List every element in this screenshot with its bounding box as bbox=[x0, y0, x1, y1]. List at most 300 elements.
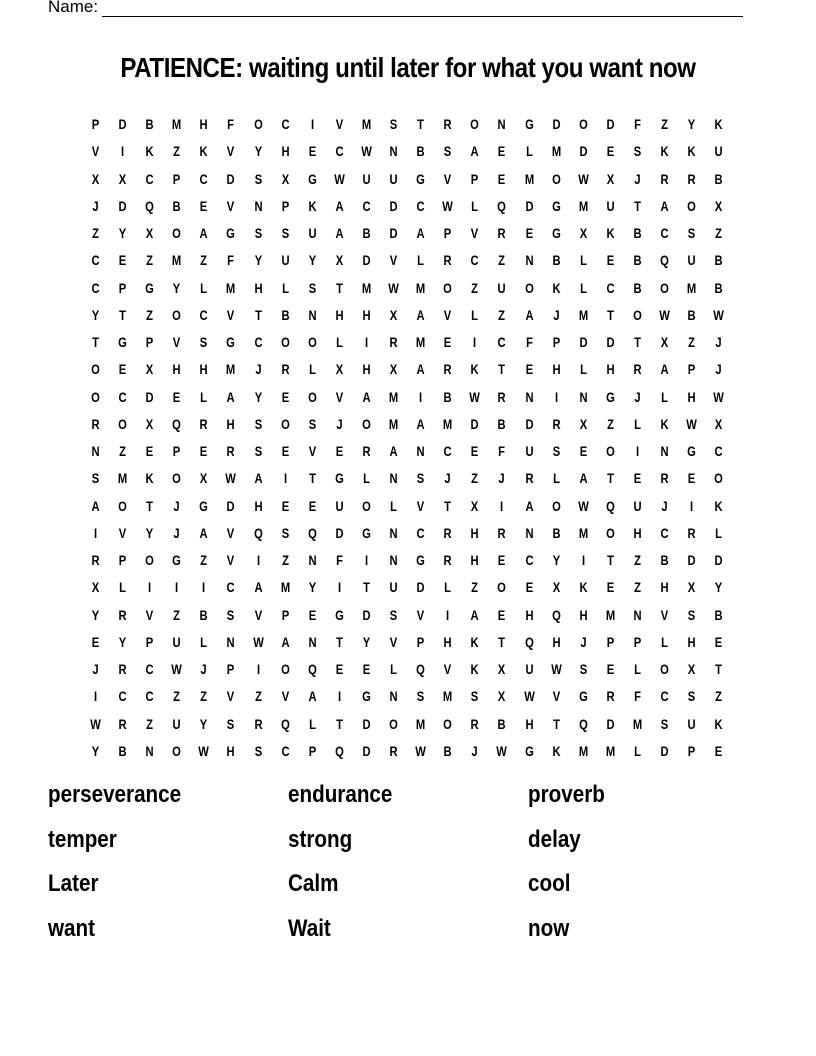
grid-letter: V bbox=[308, 443, 317, 459]
grid-letter: R bbox=[524, 470, 534, 487]
grid-letter: V bbox=[335, 116, 344, 132]
grid-letter: Q bbox=[524, 633, 534, 650]
grid-letter: E bbox=[308, 497, 317, 514]
grid-letter: L bbox=[525, 143, 533, 160]
grid-letter: O bbox=[362, 415, 371, 432]
grid-letter: E bbox=[91, 633, 100, 650]
grid-letter: H bbox=[579, 606, 588, 623]
grid-letter: L bbox=[200, 279, 208, 296]
grid-letter: K bbox=[470, 661, 479, 677]
grid-letter: P bbox=[173, 170, 181, 187]
grid-letter: O bbox=[497, 579, 507, 596]
grid-letter: R bbox=[687, 170, 696, 187]
grid-letter: T bbox=[633, 197, 641, 214]
grid-letter: R bbox=[118, 715, 127, 732]
grid-letter: G bbox=[118, 334, 127, 350]
grid-letter: W bbox=[659, 306, 670, 323]
grid-letter: Q bbox=[307, 661, 317, 677]
grid-letter: Z bbox=[119, 443, 127, 459]
grid-letter: K bbox=[660, 415, 669, 432]
grid-letter: E bbox=[362, 661, 371, 677]
grid-letter: G bbox=[687, 443, 696, 459]
grid-letter: J bbox=[634, 388, 641, 405]
grid-letter: S bbox=[254, 443, 262, 459]
grid-letter: P bbox=[606, 633, 615, 650]
grid-letter: E bbox=[714, 633, 723, 650]
grid-letter: O bbox=[172, 225, 182, 241]
grid-letter: S bbox=[416, 688, 425, 705]
grid-letter: A bbox=[281, 633, 290, 650]
grid-letter: O bbox=[389, 715, 398, 732]
grid-letter: C bbox=[118, 388, 127, 405]
grid-letter: R bbox=[470, 715, 479, 732]
grid-letter: N bbox=[389, 143, 398, 160]
grid-letter: O bbox=[524, 279, 534, 296]
grid-letter: Y bbox=[91, 606, 100, 623]
grid-letter: H bbox=[254, 497, 263, 514]
word-bank-item: proverb bbox=[528, 781, 605, 808]
grid-letter: R bbox=[389, 334, 398, 350]
grid-letter: D bbox=[118, 197, 127, 214]
grid-letter: P bbox=[308, 742, 317, 759]
grid-letter: S bbox=[308, 415, 317, 432]
grid-letter: B bbox=[633, 279, 642, 296]
grid-letter: T bbox=[715, 661, 723, 677]
grid-letter: C bbox=[497, 334, 507, 350]
grid-letter: J bbox=[715, 334, 722, 350]
grid-letter: D bbox=[389, 225, 398, 241]
grid-letter: O bbox=[280, 661, 290, 677]
grid-letter: W bbox=[577, 170, 589, 187]
grid-letter: H bbox=[660, 579, 669, 596]
grid-letter: B bbox=[172, 197, 181, 214]
grid-letter: L bbox=[308, 361, 316, 378]
word-bank-item: strong bbox=[288, 825, 353, 853]
grid-letter: E bbox=[498, 552, 506, 568]
grid-letter: M bbox=[551, 143, 561, 160]
grid-letter: V bbox=[416, 497, 425, 514]
grid-letter: A bbox=[199, 524, 208, 541]
grid-letter: O bbox=[605, 443, 615, 459]
grid-letter: X bbox=[145, 415, 154, 432]
grid-letter: D bbox=[606, 116, 615, 132]
grid-letter: K bbox=[145, 470, 154, 487]
grid-letter: K bbox=[552, 742, 561, 759]
grid-letter: P bbox=[118, 552, 127, 568]
grid-letter: J bbox=[444, 470, 451, 487]
grid-letter: W bbox=[577, 497, 589, 514]
grid-letter: N bbox=[308, 633, 317, 650]
grid-letter: V bbox=[145, 606, 154, 623]
grid-letter: R bbox=[443, 116, 452, 132]
grid-letter: T bbox=[335, 633, 343, 650]
grid-letter: B bbox=[714, 279, 723, 296]
grid-letter: B bbox=[714, 170, 723, 187]
grid-letter: R bbox=[118, 606, 127, 623]
grid-letter: J bbox=[173, 524, 180, 541]
grid-letter: T bbox=[498, 361, 506, 378]
word-bank-item: perseverance bbox=[48, 781, 182, 808]
grid-letter: Y bbox=[687, 116, 696, 132]
grid-letter: S bbox=[660, 715, 669, 732]
grid-letter: Z bbox=[633, 552, 641, 568]
grid-letter: O bbox=[687, 197, 696, 214]
grid-letter: H bbox=[524, 715, 534, 732]
grid-letter: K bbox=[714, 715, 723, 732]
grid-letter: J bbox=[173, 497, 180, 514]
grid-letter: U bbox=[335, 497, 344, 514]
grid-letter: J bbox=[336, 415, 343, 432]
grid-letter: U bbox=[633, 497, 642, 514]
grid-letter: M bbox=[117, 470, 128, 487]
grid-letter: N bbox=[389, 552, 398, 568]
grid-letter: V bbox=[227, 524, 235, 541]
grid-letter: D bbox=[389, 197, 398, 214]
grid-letter: T bbox=[335, 279, 343, 296]
grid-letter: N bbox=[226, 633, 236, 650]
grid-letter: H bbox=[633, 524, 642, 541]
name-field[interactable] bbox=[48, 0, 743, 17]
grid-letter: F bbox=[498, 443, 506, 459]
grid-letter: X bbox=[335, 361, 344, 378]
grid-letter: A bbox=[362, 388, 371, 405]
grid-letter: G bbox=[578, 688, 588, 705]
grid-letter: Z bbox=[688, 334, 696, 350]
grid-letter: D bbox=[226, 170, 236, 187]
word-search-grid bbox=[82, 111, 732, 765]
grid-letter: Z bbox=[254, 688, 262, 705]
grid-letter: X bbox=[714, 415, 723, 432]
grid-letter: G bbox=[362, 524, 371, 541]
grid-letter: S bbox=[444, 143, 452, 160]
grid-letter: O bbox=[443, 715, 453, 732]
name-label: Name: bbox=[48, 0, 99, 16]
grid-letter: C bbox=[91, 252, 100, 269]
grid-letter: T bbox=[146, 497, 154, 514]
grid-letter: Y bbox=[145, 524, 154, 541]
grid-letter: I bbox=[337, 579, 341, 596]
grid-letter: B bbox=[714, 606, 723, 623]
grid-letter: H bbox=[443, 633, 452, 650]
grid-letter: E bbox=[606, 579, 615, 596]
grid-letter: A bbox=[470, 143, 479, 160]
grid-letter: L bbox=[308, 715, 316, 732]
grid-letter: C bbox=[199, 306, 208, 323]
grid-letter: G bbox=[335, 606, 344, 623]
grid-letter: K bbox=[145, 143, 154, 160]
grid-letter: T bbox=[417, 116, 425, 132]
grid-letter: V bbox=[227, 143, 235, 160]
grid-letter: Y bbox=[91, 742, 100, 759]
word-bank-item: cool bbox=[528, 870, 571, 897]
grid-letter: I bbox=[419, 388, 423, 405]
grid-letter: Q bbox=[253, 524, 263, 541]
grid-letter: E bbox=[606, 252, 615, 269]
grid-letter: L bbox=[417, 252, 425, 269]
grid-letter: X bbox=[498, 661, 506, 677]
grid-letter: C bbox=[416, 197, 425, 214]
grid-letter: M bbox=[388, 388, 399, 405]
grid-letter: E bbox=[525, 361, 533, 378]
grid-letter: Q bbox=[551, 606, 561, 623]
grid-letter: E bbox=[173, 388, 181, 405]
grid-letter: L bbox=[471, 306, 479, 323]
grid-letter: E bbox=[498, 143, 506, 160]
grid-letter: Z bbox=[173, 606, 181, 623]
name-underline[interactable] bbox=[102, 0, 743, 17]
grid-letter: N bbox=[524, 252, 534, 269]
grid-letter: S bbox=[416, 470, 425, 487]
grid-letter: L bbox=[579, 252, 587, 269]
grid-letter: D bbox=[335, 524, 344, 541]
grid-letter: U bbox=[497, 279, 507, 296]
grid-letter: K bbox=[660, 143, 669, 160]
grid-letter: R bbox=[389, 742, 398, 759]
grid-letter: Z bbox=[606, 415, 614, 432]
grid-letter: I bbox=[93, 688, 98, 705]
grid-letter: O bbox=[172, 742, 182, 759]
grid-letter: T bbox=[606, 306, 614, 323]
grid-letter: H bbox=[362, 361, 371, 378]
grid-letter: U bbox=[687, 252, 696, 269]
grid-letter: H bbox=[606, 361, 615, 378]
grid-letter: R bbox=[281, 361, 290, 378]
grid-letter: B bbox=[443, 388, 452, 405]
grid-letter: K bbox=[579, 579, 588, 596]
grid-letter: S bbox=[389, 606, 398, 623]
grid-letter: D bbox=[470, 415, 479, 432]
grid-letter: G bbox=[199, 497, 209, 514]
grid-letter: V bbox=[227, 688, 235, 705]
grid-letter: L bbox=[390, 497, 398, 514]
grid-letter: P bbox=[416, 633, 425, 650]
grid-letter: B bbox=[714, 252, 723, 269]
grid-letter: V bbox=[335, 388, 344, 405]
grid-letter: M bbox=[415, 279, 426, 296]
grid-letter: M bbox=[578, 742, 588, 759]
grid-letter: M bbox=[226, 279, 236, 296]
grid-letter: O bbox=[280, 415, 290, 432]
grid-letter: I bbox=[256, 552, 260, 568]
grid-letter: C bbox=[660, 688, 669, 705]
grid-letter: O bbox=[307, 388, 317, 405]
grid-letter: Z bbox=[200, 552, 208, 568]
grid-letter: Y bbox=[254, 388, 262, 405]
grid-letter: I bbox=[364, 552, 369, 568]
grid-letter: A bbox=[335, 197, 344, 214]
grid-letter: Z bbox=[498, 306, 506, 323]
grid-letter: N bbox=[416, 443, 425, 459]
grid-letter: A bbox=[254, 470, 263, 487]
grid-letter: C bbox=[145, 661, 154, 677]
grid-letter: A bbox=[579, 470, 588, 487]
grid-letter: M bbox=[361, 116, 372, 132]
grid-letter: M bbox=[578, 306, 588, 323]
grid-letter: L bbox=[471, 197, 479, 214]
grid-letter: M bbox=[605, 742, 615, 759]
grid-letter: Z bbox=[173, 688, 181, 705]
grid-letter: S bbox=[579, 661, 587, 677]
grid-letter: V bbox=[173, 334, 181, 350]
grid-letter: M bbox=[686, 279, 697, 296]
grid-letter: S bbox=[281, 524, 289, 541]
grid-letter: Z bbox=[633, 579, 641, 596]
grid-letter: Y bbox=[118, 225, 127, 241]
grid-letter: L bbox=[281, 279, 289, 296]
grid-letter: R bbox=[118, 661, 127, 677]
grid-letter: D bbox=[579, 143, 588, 160]
grid-letter: F bbox=[335, 552, 343, 568]
grid-letter: B bbox=[552, 524, 561, 541]
grid-letter: H bbox=[335, 306, 344, 323]
grid-letter: C bbox=[145, 170, 154, 187]
grid-letter: X bbox=[687, 579, 696, 596]
grid-letter: Z bbox=[715, 688, 723, 705]
grid-letter: E bbox=[118, 252, 127, 269]
grid-letter: I bbox=[175, 579, 179, 596]
grid-letter: O bbox=[714, 470, 724, 487]
grid-letter: K bbox=[308, 197, 317, 214]
grid-letter: V bbox=[254, 606, 262, 623]
grid-letter: V bbox=[660, 606, 669, 623]
grid-letter: Z bbox=[200, 252, 208, 269]
grid-letter: W bbox=[686, 415, 697, 432]
grid-letter: O bbox=[307, 334, 317, 350]
grid-letter: E bbox=[335, 661, 344, 677]
word-bank-item: delay bbox=[528, 825, 581, 853]
grid-letter: T bbox=[498, 633, 506, 650]
grid-letter: C bbox=[606, 279, 615, 296]
grid-letter: X bbox=[606, 170, 615, 187]
grid-letter: M bbox=[388, 415, 399, 432]
grid-letter: N bbox=[524, 388, 534, 405]
grid-letter: M bbox=[578, 524, 588, 541]
grid-letter: Z bbox=[281, 552, 289, 568]
grid-letter: O bbox=[443, 279, 453, 296]
grid-letter: I bbox=[93, 524, 98, 541]
grid-letter: T bbox=[552, 715, 560, 732]
grid-letter: L bbox=[633, 742, 641, 759]
grid-letter: E bbox=[606, 661, 615, 677]
grid-letter: R bbox=[443, 524, 452, 541]
grid-letter: D bbox=[226, 497, 236, 514]
grid-letter: I bbox=[202, 579, 206, 596]
grid-letter: S bbox=[91, 470, 100, 487]
grid-letter: R bbox=[552, 415, 561, 432]
grid-letter: M bbox=[226, 361, 236, 378]
grid-letter: L bbox=[200, 388, 208, 405]
grid-letter: C bbox=[199, 170, 208, 187]
grid-letter: Z bbox=[146, 715, 154, 732]
grid-letter: R bbox=[254, 715, 263, 732]
grid-letter: J bbox=[580, 633, 587, 650]
grid-letter: E bbox=[498, 170, 506, 187]
grid-letter: Z bbox=[471, 579, 479, 596]
grid-letter: S bbox=[687, 688, 696, 705]
grid-letter: X bbox=[389, 306, 398, 323]
grid-letter: W bbox=[415, 742, 426, 759]
grid-letter: V bbox=[118, 524, 127, 541]
grid-letter: K bbox=[714, 497, 723, 514]
grid-letter: P bbox=[91, 116, 100, 132]
grid-letter: Z bbox=[661, 116, 668, 132]
grid-letter: B bbox=[416, 143, 425, 160]
grid-letter: C bbox=[91, 279, 100, 296]
grid-letter: A bbox=[226, 388, 236, 405]
grid-letter: E bbox=[308, 143, 317, 160]
grid-letter: J bbox=[715, 361, 722, 378]
grid-letter: T bbox=[633, 334, 641, 350]
grid-letter: P bbox=[471, 170, 479, 187]
grid-letter: G bbox=[605, 388, 615, 405]
grid-letter: M bbox=[361, 279, 372, 296]
grid-letter: G bbox=[172, 552, 182, 568]
grid-letter: I bbox=[256, 661, 260, 677]
grid-letter: P bbox=[118, 279, 127, 296]
grid-letter: B bbox=[362, 225, 371, 241]
grid-letter: E bbox=[606, 143, 615, 160]
grid-letter: L bbox=[579, 279, 587, 296]
grid-letter: P bbox=[145, 633, 154, 650]
grid-letter: N bbox=[579, 388, 588, 405]
grid-letter: P bbox=[633, 633, 642, 650]
grid-letter: O bbox=[551, 497, 561, 514]
grid-letter: N bbox=[497, 116, 507, 132]
grid-letter: D bbox=[362, 252, 371, 269]
grid-letter: E bbox=[714, 742, 723, 759]
grid-letter: M bbox=[578, 197, 588, 214]
grid-letter: I bbox=[121, 143, 125, 160]
grid-letter: P bbox=[281, 606, 289, 623]
grid-letter: Y bbox=[362, 633, 371, 650]
grid-letter: X bbox=[200, 470, 208, 487]
grid-letter: N bbox=[389, 524, 398, 541]
grid-letter: O bbox=[172, 306, 182, 323]
grid-letter: P bbox=[444, 225, 452, 241]
grid-letter: P bbox=[145, 334, 154, 350]
grid-letter: Y bbox=[200, 715, 208, 732]
grid-letter: Z bbox=[200, 688, 208, 705]
word-bank-item: temper bbox=[48, 825, 117, 853]
grid-letter: I bbox=[500, 497, 504, 514]
grid-letter: W bbox=[225, 470, 237, 487]
grid-letter: O bbox=[91, 361, 100, 378]
grid-letter: C bbox=[118, 688, 127, 705]
word-bank bbox=[48, 776, 768, 954]
grid-letter: K bbox=[470, 361, 479, 378]
grid-letter: B bbox=[687, 306, 696, 323]
grid-letter: E bbox=[335, 443, 344, 459]
grid-letter: Q bbox=[280, 715, 290, 732]
grid-letter: B bbox=[443, 742, 452, 759]
grid-letter: Y bbox=[118, 633, 127, 650]
grid-letter: X bbox=[145, 361, 154, 378]
grid-letter: T bbox=[119, 306, 127, 323]
grid-letter: X bbox=[389, 361, 398, 378]
grid-letter: U bbox=[172, 633, 181, 650]
word-bank-item: endurance bbox=[288, 781, 393, 808]
grid-letter: R bbox=[497, 225, 507, 241]
grid-letter: G bbox=[524, 742, 534, 759]
grid-letter: E bbox=[200, 443, 208, 459]
grid-letter: S bbox=[633, 143, 642, 160]
grid-letter: O bbox=[605, 524, 615, 541]
grid-letter: K bbox=[687, 143, 696, 160]
grid-letter: C bbox=[254, 334, 263, 350]
grid-letter: L bbox=[444, 579, 452, 596]
grid-letter: W bbox=[469, 388, 481, 405]
grid-letter: M bbox=[172, 116, 182, 132]
